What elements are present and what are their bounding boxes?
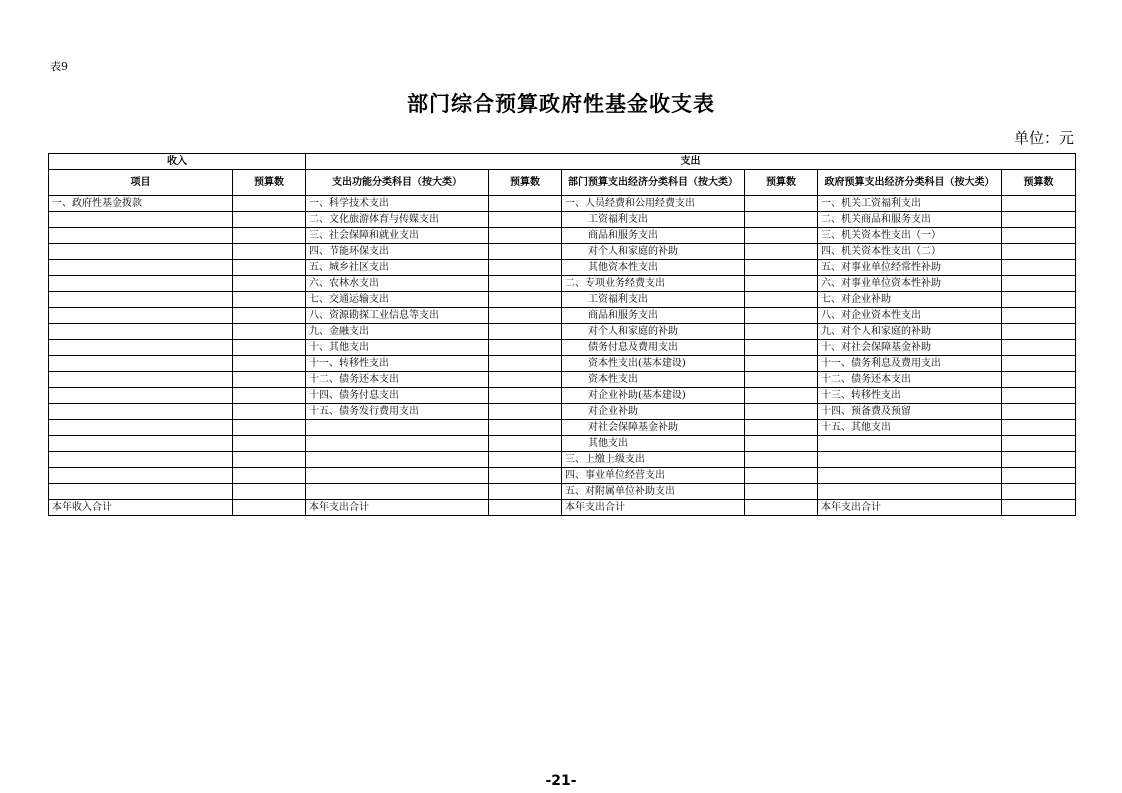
amount-header: 预算数 [745,170,818,196]
func-amount-cell [489,484,562,500]
table-row [49,276,1076,292]
total-row [49,500,1076,516]
gov-econ-cell [818,468,1002,484]
dept-econ-cell: 工资福利支出 [562,212,745,228]
dept-econ-cell: 其他资本性支出 [562,260,745,276]
func-class-cell [306,452,489,468]
gov-amount-cell [1002,260,1076,276]
dept-amount-cell [745,212,818,228]
func-amount-cell [489,196,562,212]
dept-amount-cell [745,324,818,340]
dept-amount-cell [745,260,818,276]
func-amount-cell [489,324,562,340]
header-row-2 [49,170,1076,196]
gov-econ-cell: 五、对事业单位经常性补助 [818,260,1002,276]
gov-econ-cell: 十三、转移性支出 [818,388,1002,404]
income-amount-cell [233,340,306,356]
dept-amount-cell [745,436,818,452]
func-amount-cell [489,340,562,356]
dept-econ-cell: 一、人员经费和公用经费支出 [562,196,745,212]
income-amount-cell [233,484,306,500]
dept-econ-cell: 二、专项业务经费支出 [562,276,745,292]
gov-econ-cell: 四、机关资本性支出（二） [818,244,1002,260]
func-class-cell: 十五、债务发行费用支出 [306,404,489,420]
income-item-cell [49,420,233,436]
func-class-cell: 七、交通运输支出 [306,292,489,308]
income-header: 收入 [49,154,306,170]
gov-amount-cell [1002,484,1076,500]
income-total-label: 本年收入合计 [49,500,233,516]
income-item-cell [49,404,233,420]
income-item-cell [49,228,233,244]
income-item-cell [49,436,233,452]
func-amount-cell [489,212,562,228]
func-amount-cell [489,276,562,292]
dept-econ-cell: 资本性支出 [562,372,745,388]
item-header: 项目 [49,170,233,196]
gov-econ-cell: 十四、预备费及预留 [818,404,1002,420]
gov-amount-cell [1002,324,1076,340]
gov-amount-cell [1002,356,1076,372]
table-row [49,260,1076,276]
dept-amount-cell [745,388,818,404]
table-row [49,388,1076,404]
gov-amount-cell [1002,212,1076,228]
func-amount-cell [489,356,562,372]
dept-amount-cell [745,228,818,244]
gov-amount-cell [1002,452,1076,468]
gov-amount-cell [1002,436,1076,452]
income-item-cell [49,308,233,324]
gov-econ-cell: 八、对企业资本性支出 [818,308,1002,324]
gov-econ-cell [818,484,1002,500]
func-class-cell [306,468,489,484]
budget-table [48,153,1076,516]
income-amount-cell [233,324,306,340]
dept-econ-cell: 对个人和家庭的补助 [562,244,745,260]
func-class-cell: 九、金融支出 [306,324,489,340]
dept-econ-cell: 三、上缴上级支出 [562,452,745,468]
page-number: -21- [545,773,577,789]
func-class-cell [306,436,489,452]
dept-total-amount [745,500,818,516]
gov-amount-cell [1002,196,1076,212]
dept-econ-cell: 四、事业单位经营支出 [562,468,745,484]
gov-econ-cell: 九、对个人和家庭的补助 [818,324,1002,340]
income-amount-cell [233,196,306,212]
func-amount-cell [489,308,562,324]
table-row [49,308,1076,324]
dept-econ-cell: 债务付息及费用支出 [562,340,745,356]
table-row [49,228,1076,244]
dept-amount-cell [745,372,818,388]
gov-econ-cell: 二、机关商品和服务支出 [818,212,1002,228]
gov-econ-cell [818,436,1002,452]
func-amount-cell [489,228,562,244]
income-item-cell [49,372,233,388]
func-amount-cell [489,244,562,260]
func-total-label: 本年支出合计 [306,500,489,516]
table-row [49,436,1076,452]
unit-label: 单位：元 [1013,129,1074,147]
gov-econ-cell: 一、机关工资福利支出 [818,196,1002,212]
gov-amount-cell [1002,292,1076,308]
gov-amount-cell [1002,244,1076,260]
dept-econ-cell: 对企业补助 [562,404,745,420]
dept-econ-cell: 商品和服务支出 [562,228,745,244]
income-amount-cell [233,404,306,420]
func-class-cell: 十、其他支出 [306,340,489,356]
gov-total-label: 本年支出合计 [818,500,1002,516]
income-item-cell [49,276,233,292]
income-item-cell [49,212,233,228]
func-amount-cell [489,388,562,404]
page-title: 部门综合预算政府性基金收支表 [407,92,715,116]
dept-econ-cell: 工资福利支出 [562,292,745,308]
table-row [49,324,1076,340]
table-row [49,372,1076,388]
header-row-1 [49,154,1076,170]
income-amount-cell [233,388,306,404]
amount-header: 预算数 [1002,170,1076,196]
gov-amount-cell [1002,372,1076,388]
income-amount-cell [233,212,306,228]
income-item-cell [49,260,233,276]
income-item-cell [49,340,233,356]
income-amount-cell [233,468,306,484]
gov-amount-cell [1002,468,1076,484]
dept-amount-cell [745,308,818,324]
table-row [49,468,1076,484]
dept-econ-cell: 资本性支出(基本建设) [562,356,745,372]
dept-amount-cell [745,452,818,468]
amount-header: 预算数 [489,170,562,196]
table-row [49,484,1076,500]
gov-econ-class-header: 政府预算支出经济分类科目（按大类） [818,170,1002,196]
dept-econ-cell: 五、对附属单位补助支出 [562,484,745,500]
table-row [49,356,1076,372]
dept-amount-cell [745,468,818,484]
gov-amount-cell [1002,276,1076,292]
func-amount-cell [489,452,562,468]
dept-econ-cell: 对企业补助(基本建设) [562,388,745,404]
income-amount-cell [233,260,306,276]
gov-amount-cell [1002,308,1076,324]
gov-total-amount [1002,500,1076,516]
func-class-cell: 二、文化旅游体育与传媒支出 [306,212,489,228]
income-item-cell [49,452,233,468]
income-item-cell [49,356,233,372]
income-item-cell: 一、政府性基金拨款 [49,196,233,212]
gov-econ-cell: 十、对社会保障基金补助 [818,340,1002,356]
income-amount-cell [233,372,306,388]
func-class-cell: 八、资源勘探工业信息等支出 [306,308,489,324]
dept-amount-cell [745,340,818,356]
dept-econ-cell: 对个人和家庭的补助 [562,324,745,340]
gov-amount-cell [1002,340,1076,356]
income-amount-cell [233,228,306,244]
func-total-amount [489,500,562,516]
table-row [49,196,1076,212]
income-total-amount [233,500,306,516]
table-row [49,244,1076,260]
income-amount-cell [233,452,306,468]
gov-econ-cell: 十一、债务利息及费用支出 [818,356,1002,372]
dept-amount-cell [745,244,818,260]
dept-econ-cell: 商品和服务支出 [562,308,745,324]
income-amount-cell [233,308,306,324]
dept-econ-cell: 其他支出 [562,436,745,452]
func-class-cell: 六、农林水支出 [306,276,489,292]
gov-amount-cell [1002,388,1076,404]
expense-header: 支出 [306,154,1076,170]
table-row [49,212,1076,228]
table-row [49,420,1076,436]
func-amount-cell [489,420,562,436]
income-item-cell [49,468,233,484]
dept-econ-cell: 对社会保障基金补助 [562,420,745,436]
func-class-cell [306,420,489,436]
dept-total-label: 本年支出合计 [562,500,745,516]
func-class-cell: 一、科学技术支出 [306,196,489,212]
func-amount-cell [489,292,562,308]
gov-econ-cell [818,452,1002,468]
table-row [49,404,1076,420]
func-amount-cell [489,404,562,420]
dept-amount-cell [745,484,818,500]
income-item-cell [49,292,233,308]
func-class-cell: 五、城乡社区支出 [306,260,489,276]
func-class-cell [306,484,489,500]
dept-amount-cell [745,404,818,420]
gov-econ-cell: 七、对企业补助 [818,292,1002,308]
gov-amount-cell [1002,420,1076,436]
func-amount-cell [489,260,562,276]
dept-amount-cell [745,356,818,372]
func-amount-cell [489,436,562,452]
func-class-header: 支出功能分类科目（按大类） [306,170,489,196]
func-class-cell: 十二、债务还本支出 [306,372,489,388]
income-item-cell [49,244,233,260]
income-amount-cell [233,276,306,292]
income-item-cell [49,388,233,404]
func-amount-cell [489,372,562,388]
gov-econ-cell: 十五、其他支出 [818,420,1002,436]
income-amount-cell [233,420,306,436]
amount-header: 预算数 [233,170,306,196]
dept-amount-cell [745,420,818,436]
income-amount-cell [233,244,306,260]
gov-amount-cell [1002,404,1076,420]
gov-econ-cell: 十二、债务还本支出 [818,372,1002,388]
income-item-cell [49,484,233,500]
income-item-cell [49,324,233,340]
func-class-cell: 十四、债务付息支出 [306,388,489,404]
func-class-cell: 四、节能环保支出 [306,244,489,260]
gov-amount-cell [1002,228,1076,244]
dept-amount-cell [745,196,818,212]
func-class-cell: 三、社会保障和就业支出 [306,228,489,244]
func-class-cell: 十一、转移性支出 [306,356,489,372]
table-row [49,340,1076,356]
dept-econ-class-header: 部门预算支出经济分类科目（按大类） [562,170,745,196]
income-amount-cell [233,356,306,372]
gov-econ-cell: 六、对事业单位资本性补助 [818,276,1002,292]
table-row [49,452,1076,468]
func-amount-cell [489,468,562,484]
table-number: 表9 [50,60,68,73]
dept-amount-cell [745,292,818,308]
dept-amount-cell [745,276,818,292]
income-amount-cell [233,292,306,308]
table-row [49,292,1076,308]
gov-econ-cell: 三、机关资本性支出（一） [818,228,1002,244]
income-amount-cell [233,436,306,452]
